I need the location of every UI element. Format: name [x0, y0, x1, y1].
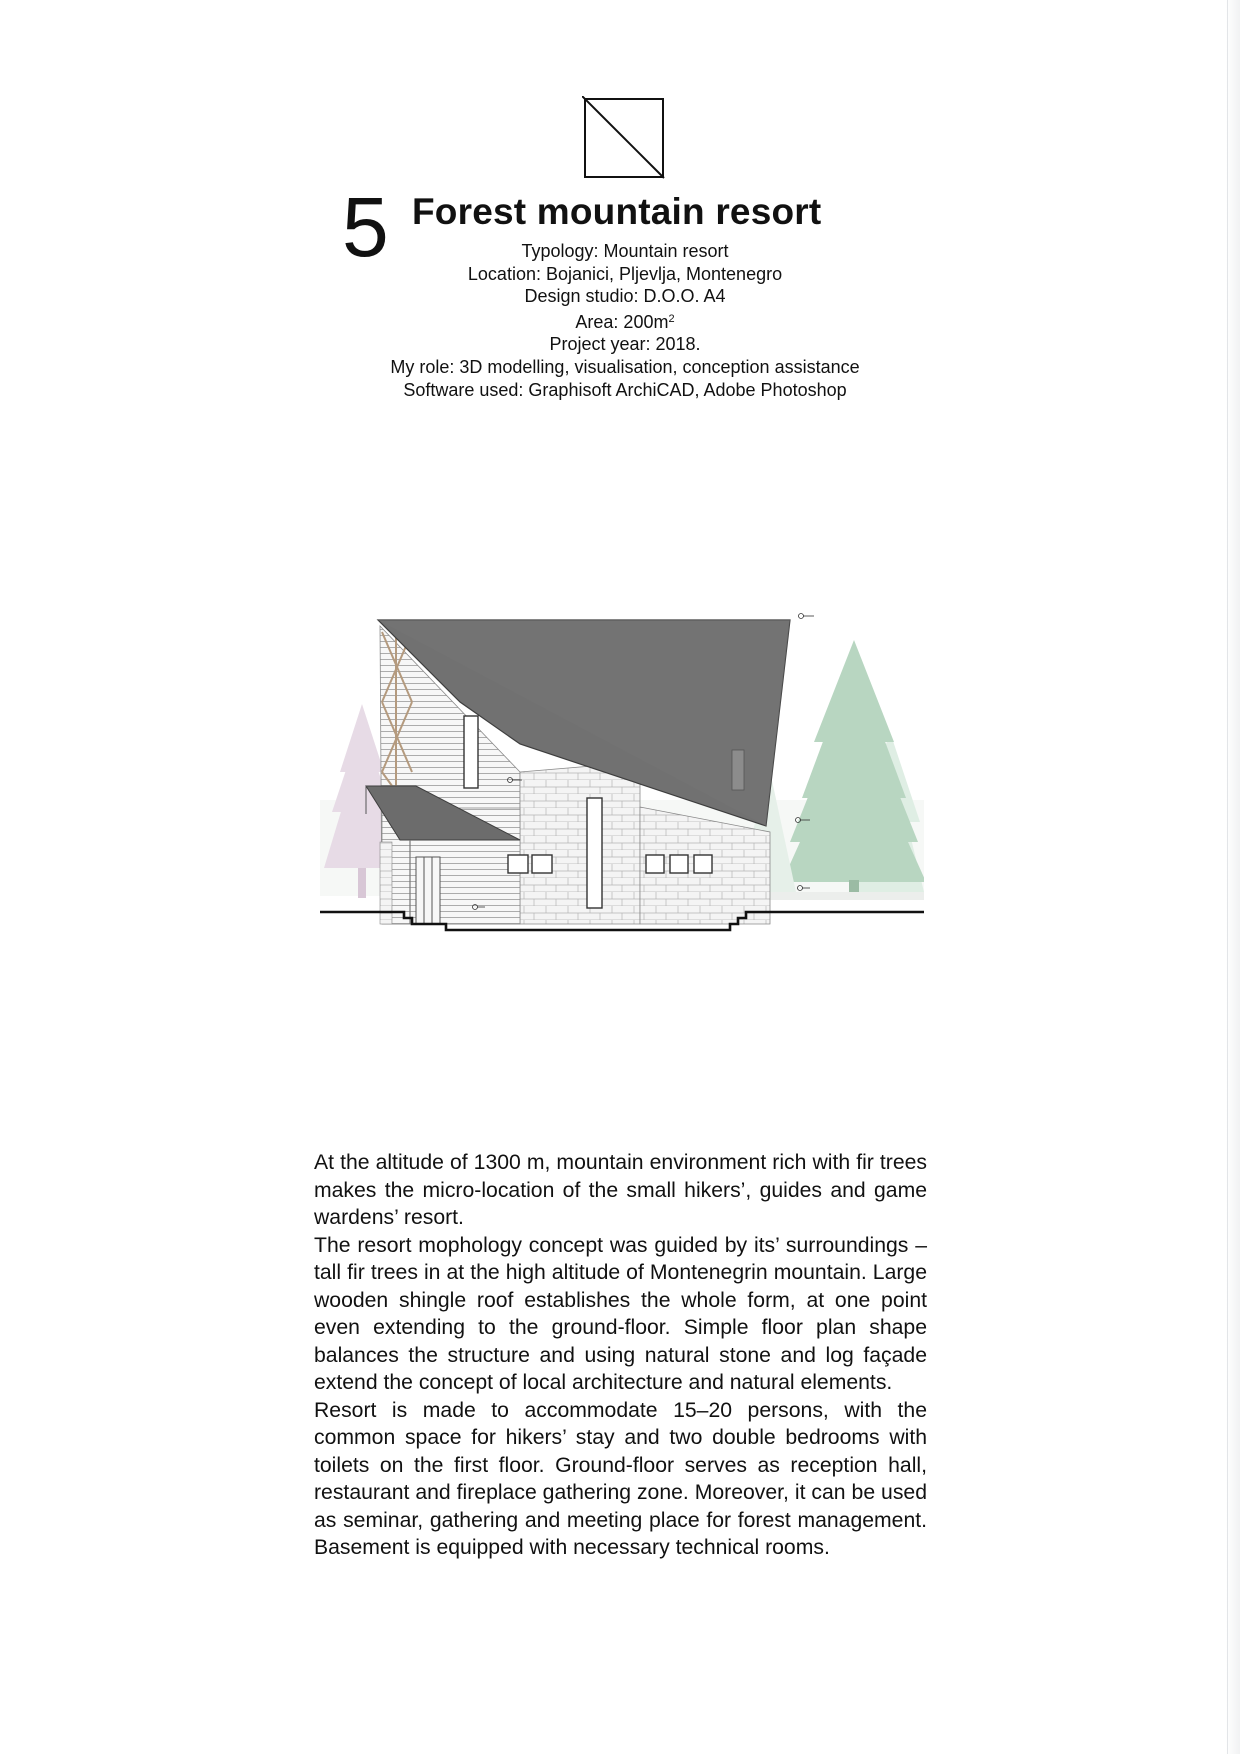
description-paragraph: The resort mophology concept was guided by its’ surroundings – tall fir trees in at the high altitude of Montenegrin mountain. Large wooden shingle roof establishes the whole form, at one point even extending to the ground-floor. Simple floor plan shape balances the structure and using natural stone and log façade extend the concept of local architecture and natural elements.: [314, 1233, 927, 1394]
meta-studio: Design studio: D.O.O. A4: [524, 286, 726, 307]
tree-right-icon: [782, 640, 924, 900]
page-edge: [1226, 0, 1240, 1754]
meta-typology: Typology: Mountain resort: [521, 241, 729, 261]
meta-role: My role: 3D modelling, visualisation, conception assistance: [390, 356, 860, 377]
meta-area-text: Area: 200m: [575, 311, 669, 332]
studio-logo-icon: [582, 96, 666, 180]
meta-area-sup: 2: [668, 312, 675, 325]
elevation-drawing: [320, 612, 924, 932]
meta-area: [340, 308, 910, 334]
meta-location: Location: Bojanici, Pljevlja, Montenegro: [467, 263, 783, 284]
description-paragraph: Resort is made to accommodate 15–20 persons, with the common space for hikers’ stay and two double bedrooms with toilets on the first floor. Ground-floor serves as reception hall, restaurant and fireplace gathering zone. Moreover, it can be used as seminar, gathering and meeting place for forest management. Basement is equipped with necessary technical rooms.: [314, 1398, 927, 1559]
project-number: 5: [342, 180, 389, 274]
entrance-door: [416, 857, 440, 924]
description-paragraph: At the altitude of 1300 m, mountain environment rich with fir trees makes the micro-location of the small hikers’, guides and game wardens’ resort.: [314, 1151, 927, 1229]
project-meta: [340, 240, 910, 401]
meta-software: Software used: Graphisoft ArchiCAD, Adobe Photoshop: [403, 379, 847, 400]
chimney: [732, 750, 744, 790]
meta-year: Project year: 2018.: [549, 334, 701, 355]
page-edge-line: [1227, 0, 1228, 1754]
project-description: [314, 1149, 927, 1562]
garden-wall: [760, 892, 924, 900]
project-title: Forest mountain resort: [412, 191, 822, 232]
